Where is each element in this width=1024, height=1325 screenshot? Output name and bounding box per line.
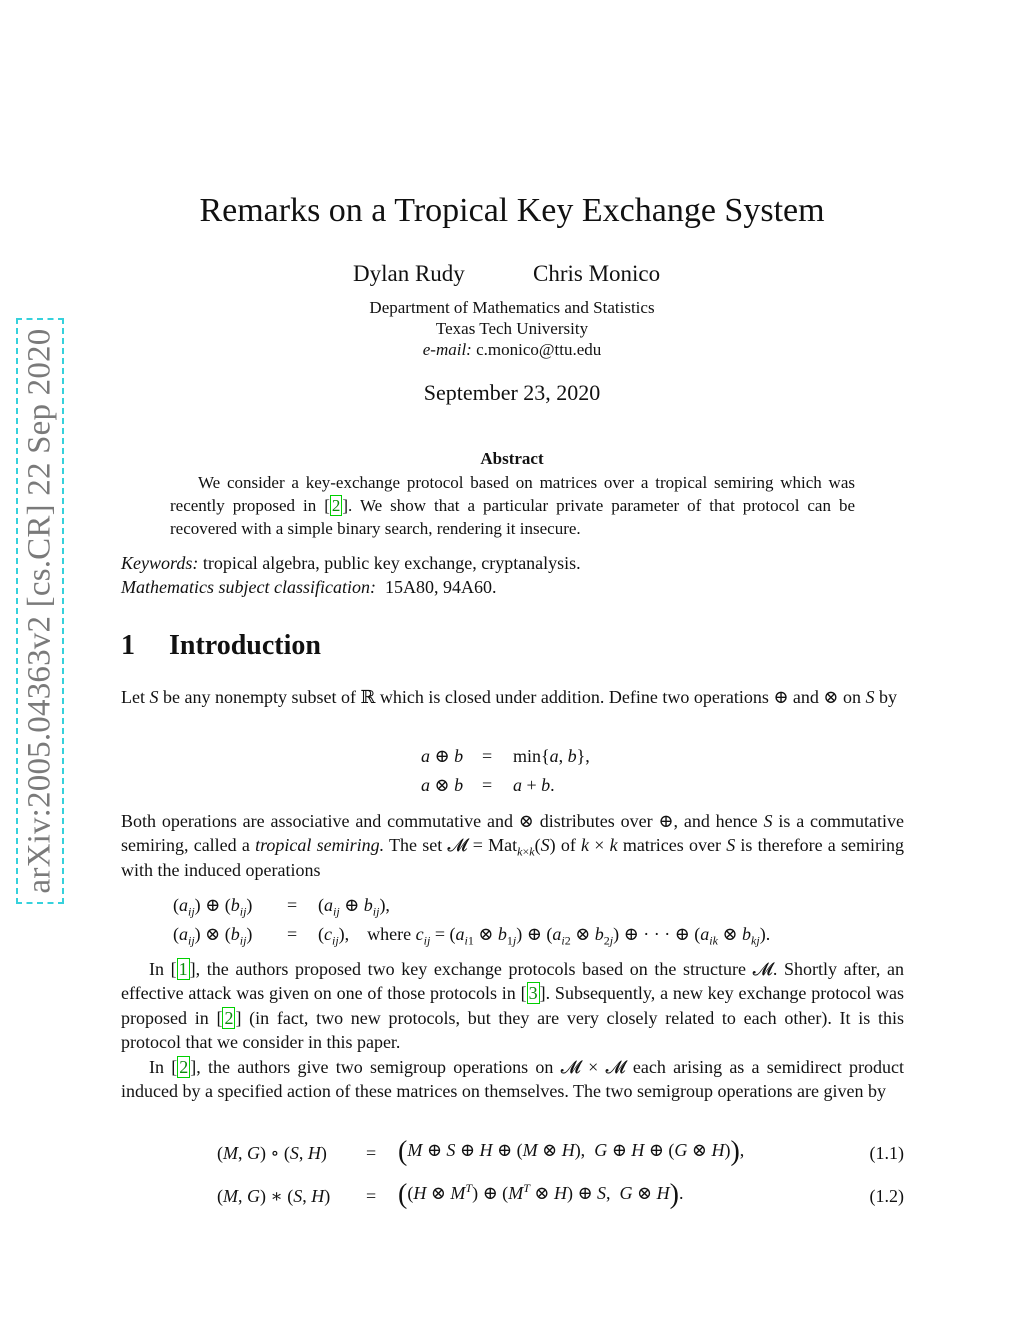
equation-1-1-lhs: (M, G) ∘ (S, H) <box>217 1143 327 1163</box>
section-heading <box>121 630 321 662</box>
msc-label: Mathematics subject classification: <box>121 577 376 597</box>
equation-otimes-eq: = <box>482 775 493 795</box>
section-title: Introduction <box>169 630 321 661</box>
matrix-product-lhs: $(a_{ij})$ ⊗ $(b_{ij})$ <box>173 924 253 948</box>
abstract-heading: Abstract <box>480 449 544 468</box>
matrix-product-eq: = <box>287 924 298 944</box>
matrix-product-rhs: $(c_{ij})$, where $c_{ij} = (a_{i1}$ ⊗ $b_{1j}$) ⊕ ($a_{i2}$ ⊗ $b_{2j}$) ⊕ · · · ⊕ ($a_{ik}$ ⊗ $b_{kj}$). <box>318 924 771 948</box>
intro-paragraph-2: Both operations are associative and commutative and ⊗ distributes over ⊕, and hence S is a commutative semiring, called a tropical semiring. The set 𝓜 = Mat$_{k\times k}$(S) of k × k matrices over S is therefore a semiring with the induced operations <box>121 811 905 880</box>
keywords-value: tropical algebra, public key exchange, cryptanalysis. <box>202 553 581 573</box>
paper-title: Remarks on a Tropical Key Exchange System <box>199 192 825 229</box>
equation-1-1-rhs: (M ⊕ S ⊕ H ⊕ (M ⊗ H), G ⊕ H ⊕ (G ⊗ H)), <box>398 1136 745 1167</box>
equation-oplus-eq: = <box>482 746 493 766</box>
arxiv-stamp-text: arXiv:2005.04363v2 [cs.CR] 22 Sep 2020 <box>21 328 58 894</box>
arxiv-stamp <box>16 318 64 904</box>
keywords-line <box>121 551 904 575</box>
equation-number-1-1: (1.1) <box>869 1143 904 1163</box>
equation-number-1-2: (1.2) <box>869 1186 904 1206</box>
citation-link[interactable]: 3 <box>528 983 538 1004</box>
equation-oplus-rhs: min{a, b}, <box>513 746 590 766</box>
keywords-label: Keywords: <box>121 553 199 573</box>
matrix-sum-eq: = <box>287 895 298 915</box>
citation-link[interactable]: 1 <box>178 959 188 979</box>
equation-1-2-eq: = <box>366 1186 377 1206</box>
equation-1-2-lhs: (M, G) ∗ (S, H) <box>217 1186 331 1206</box>
matrix-sum-rhs: ($a_{ij}$ ⊕ $b_{ij}$), <box>318 895 390 919</box>
email-label: e-mail: <box>422 340 472 359</box>
email-address[interactable]: c.monico@ttu.edu <box>476 340 602 359</box>
abstract-text-2: . We show that a particular private parameter of that protocol can be recovered with a simple binary search, rendering it insecure. <box>170 496 855 538</box>
citation-link[interactable]: 2 <box>331 496 341 515</box>
author-2: Chris Monico <box>533 261 661 286</box>
citation-link[interactable]: 2 <box>179 1056 189 1077</box>
affiliation-department: Department of Mathematics and Statistics <box>369 298 655 317</box>
citation-link[interactable]: 2 <box>224 1007 234 1028</box>
msc-value: 15A80, 94A60. <box>384 577 497 597</box>
intro-paragraph-3: In [ 1 ], the authors proposed two key exchange protocols based on the structure 𝓜. Shortly after, an effective attack was given on one of those protocols in [ 3 ]. Subsequently, a new key exchange protocol was proposed in [ 2 ] (in fact, two new protocols, but they are very closely related to each other). It is this protocol that we consider in this paper. In [ 2 ], the authors give two semigroup operations on 𝓜 × 𝓜 each arising as a semidirect product induced by a specified action of these matrices on themselves. The two semigroup operations are given by <box>121 959 905 1102</box>
section-number: 1 <box>121 630 135 661</box>
equation-otimes-rhs: a + b. <box>513 775 555 795</box>
matrix-sum-lhs: $(a_{ij})$ ⊕ $(b_{ij})$ <box>173 895 253 919</box>
affiliation-university: Texas Tech University <box>435 319 589 338</box>
msc-line <box>121 575 904 599</box>
equation-1-1-eq: = <box>366 1143 377 1163</box>
author-1: Dylan Rudy <box>353 261 465 286</box>
abstract-text-1: We consider a key-exchange protocol based on matrices over a tropical semiring which was recently proposed in <box>170 473 855 515</box>
equation-oplus: a ⊕ b <box>421 746 464 766</box>
equation-otimes: a ⊗ b <box>421 775 464 795</box>
intro-paragraph-1: Let S be any nonempty subset of ℝ which is closed under addition. Define two operations ⊕ and ⊗ on S by <box>121 687 897 707</box>
affiliation-email <box>300 339 724 360</box>
equation-1-2-rhs: ((H ⊗ $M^T$) ⊕ ($M^T$ ⊗ H) ⊕ S, G ⊗ H). <box>398 1179 684 1210</box>
paper-date: September 23, 2020 <box>423 380 601 405</box>
abstract-body: We consider a key-exchange protocol based on matrices over a tropical semiring which was recently proposed in [ 2 ]. We show that a particular private parameter of that protocol can be recovered with a simple binary search, rendering it insecure. <box>170 473 855 538</box>
